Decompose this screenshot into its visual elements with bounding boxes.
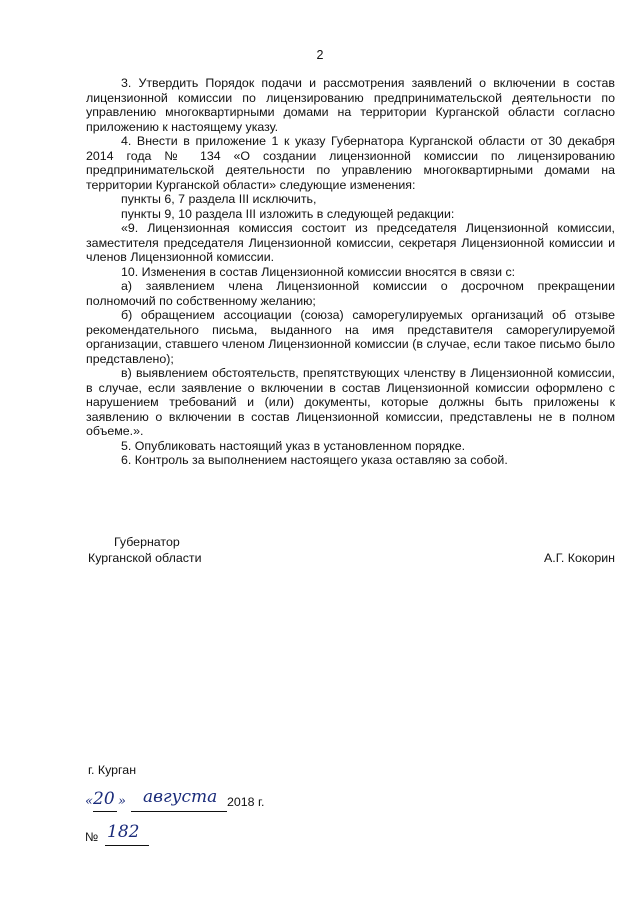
place-of-signing: г. Курган <box>88 763 137 777</box>
point-10-a: а) заявлением члена Лицензионной комиссии о досрочном прекращении полномочий по собственному желанию; <box>86 279 615 308</box>
date-open-quote: « <box>85 794 93 809</box>
number-value-handwritten: 182 <box>107 822 140 842</box>
month-underline <box>131 811 227 812</box>
point-10: 10. Изменения в состав Лицензионной комиссии вносятся в связи с: <box>121 264 516 279</box>
number-label: № <box>85 830 99 844</box>
point-10-b: б) обращением ассоциации (союза) саморегулируемых организаций об отзыве рекомендательного письма, выданного на имя представителя саморегулируемой организации, ставшего членом Лицензионной комиссии (в случае, если такое письмо было представлено); <box>86 308 615 366</box>
signatory-name: А.Г. Кокорин <box>543 551 615 565</box>
signing-date <box>85 787 285 817</box>
signatory-title-line1: Губернатор <box>114 535 180 549</box>
date-close-quote: » <box>118 794 126 809</box>
date-month-handwritten: августа <box>143 787 218 807</box>
page-number: 2 <box>316 48 324 62</box>
date-year: 2018 г. <box>227 795 265 809</box>
paragraph-4: 4. Внести в приложение 1 к указу Губернатора Курганской области от 30 декабря 2014 года № 134 «О создании лицензионной комиссии по лицензированию предпринимательской деятельности по управлению многоквартирными домами на территории Курганской области» следующие изменения: <box>86 134 615 192</box>
paragraph-5: 5. Опубликовать настоящий указ в установленном порядке. <box>121 438 466 453</box>
point-10-c: в) выявлением обстоятельств, препятствующих членству в Лицензионной комиссии, в случае, если заявление о включении в состав Лицензионной комиссии оформлено с нарушением требований и (или) документы, которые должны быть приложены к заявлению о включении в состав Лицензионной комиссии, представлены не в полном объеме.». <box>86 366 615 438</box>
paragraph-3: 3. Утвердить Порядок подачи и рассмотрения заявлений о включении в состав лицензионной комиссии по лицензированию предпринимательской деятельности по управлению многоквартирными домами на территории Курганской области согласно приложению к настоящему указу. <box>86 76 615 134</box>
paragraph-4-item-amend: пункты 9, 10 раздела III изложить в следующей редакции: <box>121 206 455 221</box>
paragraph-6: 6. Контроль за выполнением настоящего указа оставляю за собой. <box>121 453 508 467</box>
decree-number <box>85 822 185 848</box>
paragraph-4-item-exclude: пункты 6, 7 раздела III исключить, <box>121 192 317 206</box>
day-underline <box>93 811 117 812</box>
point-9: «9. Лицензионная комиссия состоит из председателя Лицензионной комиссии, заместителя председателя Лицензионной комиссии, секретаря Лицензионной комиссии и членов Лицензионной комиссии. <box>86 221 615 264</box>
signatory-title-line2: Курганской области <box>88 551 202 565</box>
number-underline <box>105 845 149 846</box>
date-day-handwritten: 20 <box>93 789 115 809</box>
decree-body <box>86 76 615 468</box>
signatory-title <box>88 534 202 566</box>
